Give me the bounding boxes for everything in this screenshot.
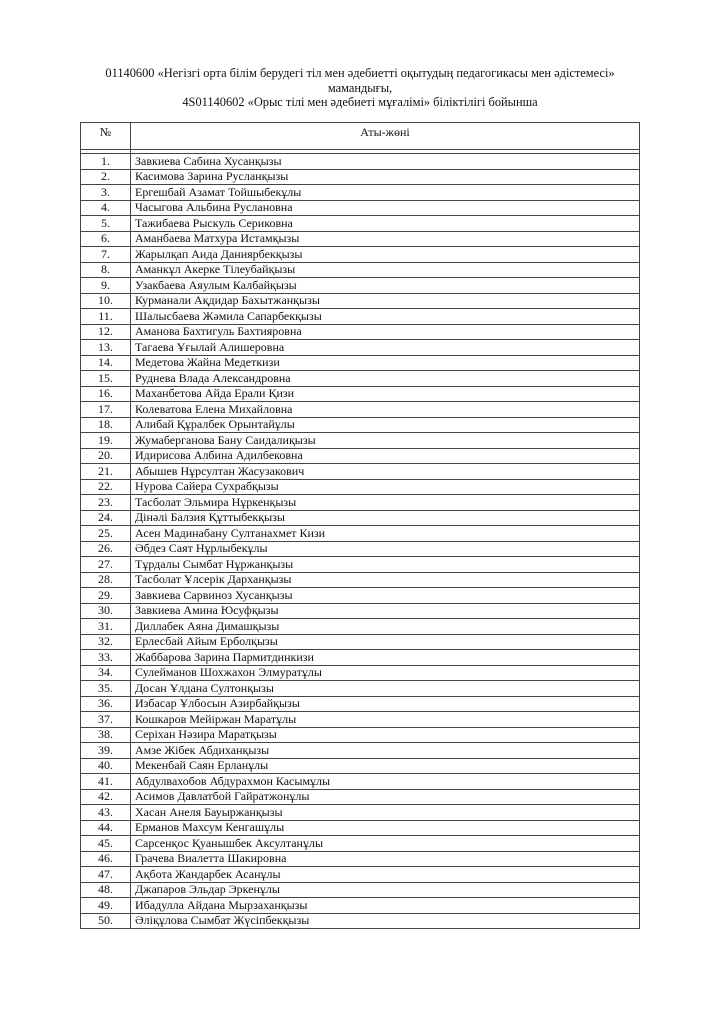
row-number-cell: 16. [81, 386, 131, 402]
row-number-cell: 41. [81, 774, 131, 790]
row-number-cell: 12. [81, 324, 131, 340]
row-full-name-cell: Амзе Жібек Абдиханқызы [131, 743, 640, 759]
row-full-name-cell: Тұрдалы Сымбат Нұржанқызы [131, 557, 640, 573]
row-full-name-cell: Сарсенқос Қуанышбек Аксултанұлы [131, 836, 640, 852]
table-row [81, 805, 640, 821]
row-number-cell: 44. [81, 820, 131, 836]
table-row [81, 634, 640, 650]
row-number-cell: 43. [81, 805, 131, 821]
table-row [81, 619, 640, 635]
row-number-cell: 27. [81, 557, 131, 573]
table-row [81, 588, 640, 604]
row-full-name-cell: Маханбетова Айда Ерали Қизи [131, 386, 640, 402]
table-row [81, 665, 640, 681]
table-row [81, 154, 640, 170]
row-number-cell: 6. [81, 231, 131, 247]
table-row [81, 789, 640, 805]
row-full-name-cell: Аманова Бахтигуль Бахтияровна [131, 324, 640, 340]
row-full-name-cell: Тасболат Ұлсерік Дарханқызы [131, 572, 640, 588]
row-number-cell: 9. [81, 278, 131, 294]
table-row [81, 278, 640, 294]
row-number-cell: 49. [81, 898, 131, 914]
table-row [81, 231, 640, 247]
row-number-cell: 28. [81, 572, 131, 588]
table-row [81, 386, 640, 402]
table-row [81, 572, 640, 588]
document-heading [80, 66, 640, 110]
row-full-name-cell: Узакбаева Аяулым Калбайқызы [131, 278, 640, 294]
table-row [81, 650, 640, 666]
table-row [81, 696, 640, 712]
row-full-name-cell: Диллабек Аяна Димашқызы [131, 619, 640, 635]
row-full-name-cell: Әліқұлова Сымбат Жүсіпбекқызы [131, 913, 640, 929]
row-full-name-cell: Кошкаров Мейіржан Маратұлы [131, 712, 640, 728]
table-row [81, 185, 640, 201]
table-row [81, 247, 640, 263]
table-row [81, 495, 640, 511]
row-number-cell: 5. [81, 216, 131, 232]
row-number-cell: 19. [81, 433, 131, 449]
row-number-cell: 3. [81, 185, 131, 201]
row-number-cell: 37. [81, 712, 131, 728]
table-row [81, 882, 640, 898]
row-full-name-cell: Джапаров Эльдар Эркенұлы [131, 882, 640, 898]
table-row [81, 169, 640, 185]
row-full-name-cell: Шалысбаева Жәмила Сапарбекқызы [131, 309, 640, 325]
row-full-name-cell: Сулейманов Шохжахон Элмуратұлы [131, 665, 640, 681]
row-number-cell: 39. [81, 743, 131, 759]
row-full-name-cell: Часыгова Альбина Руслановна [131, 200, 640, 216]
row-full-name-cell: Ерлесбай Айым Ерболқызы [131, 634, 640, 650]
row-number-cell: 42. [81, 789, 131, 805]
row-number-cell: 38. [81, 727, 131, 743]
table-row [81, 510, 640, 526]
table-row [81, 712, 640, 728]
table-row [81, 557, 640, 573]
table-row [81, 526, 640, 542]
row-number-cell: 40. [81, 758, 131, 774]
row-full-name-cell: Дінәлі Балзия Құттыбекқызы [131, 510, 640, 526]
row-number-cell: 33. [81, 650, 131, 666]
row-full-name-cell: Медетова Жайна Медеткизи [131, 355, 640, 371]
row-full-name-cell: Жарылқап Аида Даниярбекқызы [131, 247, 640, 263]
row-full-name-cell: Серіхан Нәзира Маратқызы [131, 727, 640, 743]
row-number-cell: 47. [81, 867, 131, 883]
row-number-cell: 18. [81, 417, 131, 433]
table-row [81, 293, 640, 309]
table-row [81, 758, 640, 774]
table-body [81, 150, 640, 929]
table-row [81, 851, 640, 867]
row-full-name-cell: Завкиева Сабина Хусанқызы [131, 154, 640, 170]
row-number-cell: 26. [81, 541, 131, 557]
table-row [81, 433, 640, 449]
row-full-name-cell: Тагаева Ұғылай Алишеровна [131, 340, 640, 356]
table-row [81, 727, 640, 743]
table-header-row [81, 123, 640, 150]
row-number-cell: 20. [81, 448, 131, 464]
row-full-name-cell: Завкиева Амина Юсуфқызы [131, 603, 640, 619]
heading-specialty-line: 01140600 «Негізгі орта білім берудегі тіл мен әдебиетті оқытудың педагогикасы мен әдістемесі» [105, 66, 615, 80]
row-number-cell: 8. [81, 262, 131, 278]
row-full-name-cell: Әбдез Саят Нұрлыбекұлы [131, 541, 640, 557]
table-row [81, 774, 640, 790]
table-row [81, 743, 640, 759]
table-row [81, 681, 640, 697]
table-row [81, 200, 640, 216]
table-row [81, 417, 640, 433]
student-roster-table [80, 122, 640, 929]
row-full-name-cell: Аманбаева Матхура Истамқызы [131, 231, 640, 247]
row-full-name-cell: Алибай Құралбек Орынтайұлы [131, 417, 640, 433]
table-row [81, 216, 640, 232]
table-row [81, 448, 640, 464]
table-row [81, 541, 640, 557]
row-number-cell: 2. [81, 169, 131, 185]
column-header-full-name: Аты-жөні [131, 123, 640, 150]
row-full-name-cell: Ибадулла Айдана Мырзаханқызы [131, 898, 640, 914]
row-number-cell: 35. [81, 681, 131, 697]
row-full-name-cell: Абышев Нұрсултан Жасузакович [131, 464, 640, 480]
row-number-cell: 36. [81, 696, 131, 712]
row-number-cell: 48. [81, 882, 131, 898]
table-row [81, 836, 640, 852]
row-full-name-cell: Завкиева Сарвиноз Хусанқызы [131, 588, 640, 604]
row-full-name-cell: Асен Мадинабану Султанахмет Кизи [131, 526, 640, 542]
row-full-name-cell: Ерманов Махсум Кенгашұлы [131, 820, 640, 836]
row-full-name-cell: Досан Ұлдана Султонқызы [131, 681, 640, 697]
row-number-cell: 7. [81, 247, 131, 263]
row-full-name-cell: Курманали Ақдидар Бахытжанқызы [131, 293, 640, 309]
table-row [81, 867, 640, 883]
row-full-name-cell: Мекенбай Саян Ерланұлы [131, 758, 640, 774]
row-number-cell: 17. [81, 402, 131, 418]
row-full-name-cell: Ақбота Жандарбек Асанұлы [131, 867, 640, 883]
row-number-cell: 34. [81, 665, 131, 681]
row-number-cell: 31. [81, 619, 131, 635]
row-number-cell: 11. [81, 309, 131, 325]
row-number-cell: 13. [81, 340, 131, 356]
table-row [81, 603, 640, 619]
row-full-name-cell: Колеватова Елена Михайловна [131, 402, 640, 418]
row-full-name-cell: Жаббарова Зарина Пармитдинкизи [131, 650, 640, 666]
row-full-name-cell: Касимова Зарина Русланқызы [131, 169, 640, 185]
table-row [81, 340, 640, 356]
row-number-cell: 4. [81, 200, 131, 216]
row-full-name-cell: Асимов Давлатбой Гайратжонұлы [131, 789, 640, 805]
row-full-name-cell: Хасан Анеля Бауыржанқызы [131, 805, 640, 821]
row-full-name-cell: Идирисова Албина Адилбековна [131, 448, 640, 464]
row-full-name-cell: Избасар Ұлбосын Азирбайқызы [131, 696, 640, 712]
table-row [81, 262, 640, 278]
row-number-cell: 22. [81, 479, 131, 495]
row-full-name-cell: Аманкұл Акерке Тілеубайқызы [131, 262, 640, 278]
table-row [81, 355, 640, 371]
row-full-name-cell: Нурова Сайера Сухрабқызы [131, 479, 640, 495]
row-number-cell: 24. [81, 510, 131, 526]
table-row [81, 479, 640, 495]
row-number-cell: 23. [81, 495, 131, 511]
table-row [81, 402, 640, 418]
table-row [81, 913, 640, 929]
table-row [81, 898, 640, 914]
row-number-cell: 10. [81, 293, 131, 309]
heading-qualification-line: 4S01140602 «Орыс тілі мен әдебиеті мұғалімі» біліктілігі бойынша [182, 95, 538, 109]
row-full-name-cell: Тасболат Эльмира Нұркенқызы [131, 495, 640, 511]
row-number-cell: 45. [81, 836, 131, 852]
row-full-name-cell: Руднева Влада Александровна [131, 371, 640, 387]
table-row [81, 820, 640, 836]
row-number-cell: 32. [81, 634, 131, 650]
row-number-cell: 1. [81, 154, 131, 170]
row-number-cell: 25. [81, 526, 131, 542]
row-number-cell: 30. [81, 603, 131, 619]
table-row [81, 309, 640, 325]
row-number-cell: 14. [81, 355, 131, 371]
table-row [81, 371, 640, 387]
row-number-cell: 21. [81, 464, 131, 480]
row-full-name-cell: Абдулвахобов Абдурахмон Касымұлы [131, 774, 640, 790]
table-row [81, 324, 640, 340]
row-full-name-cell: Тажибаева Рыскуль Сериковна [131, 216, 640, 232]
row-number-cell: 50. [81, 913, 131, 929]
row-full-name-cell: Жумаберганова Бану Саидалиқызы [131, 433, 640, 449]
row-number-cell: 15. [81, 371, 131, 387]
row-number-cell: 46. [81, 851, 131, 867]
row-full-name-cell: Ергешбай Азамат Тойшыбекұлы [131, 185, 640, 201]
table-row [81, 464, 640, 480]
column-header-number: № [81, 123, 131, 150]
row-full-name-cell: Грачева Виалетта Шакировна [131, 851, 640, 867]
row-number-cell: 29. [81, 588, 131, 604]
heading-specialty-suffix: мамандығы, [327, 80, 393, 95]
